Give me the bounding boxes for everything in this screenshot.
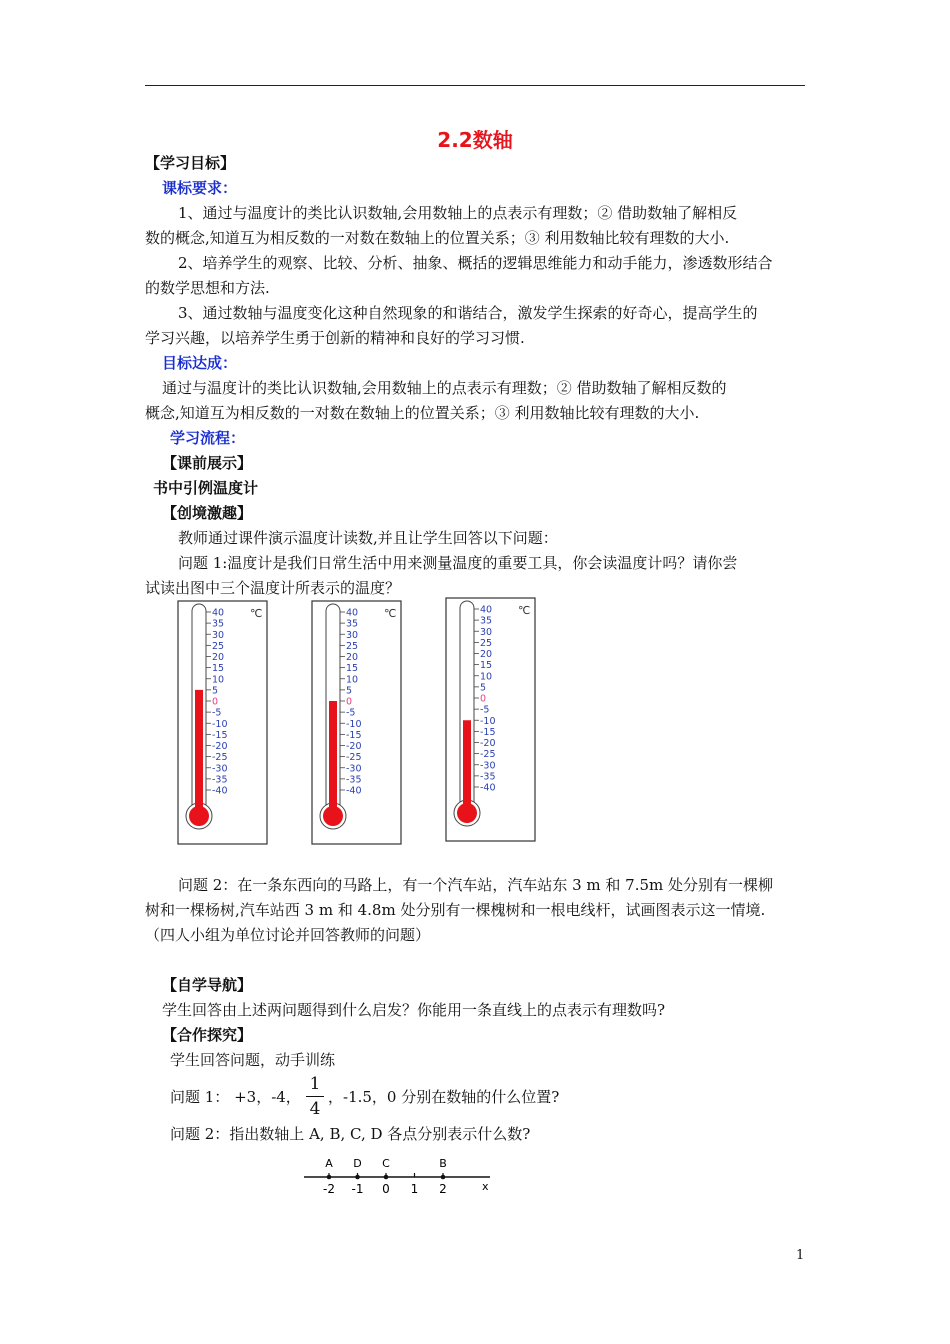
point-dot [355,1175,360,1180]
scene-heading: 【创境激趣】 [162,504,253,522]
tick-label: 25 [212,640,225,652]
tick-label: 10 [212,674,225,686]
tick-label: -25 [346,752,362,764]
fraction-bar [306,1096,324,1097]
fraction-numerator: 1 [309,1074,321,1094]
selfstudy-heading: 【自学导航】 [162,976,253,994]
point-dot [441,1175,446,1180]
tick-label: 10 [480,671,493,683]
tick-label: -5 [480,704,490,716]
tick-label: -30 [480,760,496,772]
tick-label: -20 [212,741,228,752]
fraction-denominator: 4 [309,1099,321,1119]
tick-label: -15 [212,729,228,741]
achieve-label: 目标达成： [162,354,238,372]
page-number: 1 [796,1248,805,1263]
tick-label: 35 [480,615,493,627]
tick-label: 15 [480,660,493,672]
tick-label: 35 [346,618,359,630]
tick-label: 20 [212,652,225,663]
q1-line1: 问题 1:温度计是我们日常生活中用来测量温度的重要工具，你会读温度计吗？请你尝 [178,554,738,572]
preclass-heading: 【课前展示】 [162,454,253,472]
tick-label: -35 [346,774,362,786]
page-title: 2.2数轴 [437,128,513,152]
q1-line2: 试读出图中三个温度计所表示的温度？ [145,579,401,597]
goal1-line2: 数的概念,知道互为相反数的一对数在数轴上的位置关系；③ 利用数轴比较有理数的大小. [145,229,730,247]
point-label: A [325,1157,333,1170]
tick-label: 1 [410,1182,419,1196]
tick-label: -30 [346,763,362,775]
unit-label: ℃ [250,607,263,620]
mercury-column [463,720,471,813]
achieve-line2: 概念,知道互为相反数的一对数在数轴上的位置关系；③ 利用数轴比较有理数的大小. [145,404,700,422]
tick-label: -40 [212,785,228,797]
tick-label: 30 [480,626,493,638]
tick-label: 40 [212,607,225,619]
section-goals: 【学习目标】 [145,154,236,172]
tick-label: 30 [346,629,359,641]
tick-label: -10 [480,715,496,727]
problem1-end: ，-1.5，0 分别在数轴的什么位置? [328,1088,560,1106]
thermometer-1 [177,600,269,846]
tick-label: 40 [480,604,493,616]
q2-line2: 树和一棵杨树,汽车站西 3 m 和 4.8m 处分别有一棵槐树和一根电线杆，试画图表示这一情境. [145,901,766,919]
flow-label: 学习流程： [170,429,246,447]
point-dot [327,1175,332,1180]
tick-label: 5 [346,685,353,697]
tick-label: -30 [212,763,228,775]
tick-label: 25 [346,640,359,652]
goal3-line2: 学习兴趣，以培养学生勇于创新的精神和良好的学习习惯. [145,329,525,347]
tick-label: -40 [480,782,496,794]
tick-label: -5 [346,707,356,719]
point-label: C [382,1157,390,1170]
q2-line1: 问题 2：在一条东西向的马路上，有一个汽车站，汽车站东 3 m 和 7.5m 处分别有一棵柳 [178,876,774,894]
tick-label: -10 [346,718,362,730]
tick-label: 0 [480,693,487,705]
tick-label: 15 [212,663,225,675]
tick-label: 15 [346,663,359,675]
tick-label: 25 [480,637,493,649]
tick-label: -10 [212,718,228,730]
tick-label: 0 [382,1182,390,1196]
tick-label: -25 [480,749,496,761]
tick-label: 5 [212,685,219,697]
tick-label: -35 [212,774,228,786]
unit-label: ℃ [518,604,531,617]
book-example: 书中引例温度计 [153,479,259,497]
tick-label: 40 [346,607,359,619]
tick-label: -15 [480,726,496,738]
axis-label: x [482,1180,489,1193]
coop-heading: 【合作探究】 [162,1026,253,1044]
number-line-figure [300,1152,500,1200]
tick-label: 5 [480,682,487,694]
tick-label: -5 [212,707,222,719]
point-dot [384,1175,389,1180]
unit-label: ℃ [384,607,397,620]
tick-label: -15 [346,729,362,741]
point-label: D [353,1157,362,1170]
tick-label: -40 [346,785,362,797]
tick-label: 2 [439,1182,447,1196]
selfstudy-line1: 学生回答由上述两问题得到什么启发？你能用一条直线上的点表示有理数吗? [162,1001,666,1019]
tick-label: -2 [323,1182,335,1196]
problem1-start: 问题 1： +3，-4， [170,1088,301,1106]
mercury-column [329,701,337,816]
fraction-one-quarter [306,1074,324,1119]
tick-label: -20 [346,741,362,752]
goal2-line2: 的数学思想和方法. [145,279,270,297]
tick-label: -20 [480,738,496,749]
thermometer-3 [445,597,537,843]
tick-label: -1 [351,1182,364,1196]
header-rule [145,85,805,86]
tick-label: 0 [212,696,219,708]
tick-label: 20 [346,652,359,663]
q2-line3: （四人小组为单位讨论并回答教师的问题） [145,926,431,944]
mercury-column [195,690,203,816]
goal1-line1: 1、通过与温度计的类比认识数轴,会用数轴上的点表示有理数；② 借助数轴了解相反 [178,204,738,222]
curriculum-label: 课标要求： [162,179,238,197]
tick-label: -25 [212,752,228,764]
thermometer-2 [311,600,403,846]
scene-line1: 教师通过课件演示温度计读数,并且让学生回答以下问题： [178,529,558,547]
tick-label: 10 [346,674,359,686]
coop-line1: 学生回答问题，动手训练 [170,1051,336,1069]
tick-label: 20 [480,649,493,660]
goal2-line1: 2、培养学生的观察、比较、分析、抽象、概括的逻辑思维能力和动手能力，渗透数形结合 [178,254,773,272]
tick-label: 35 [212,618,225,630]
achieve-line1: 通过与温度计的类比认识数轴,会用数轴上的点表示有理数；② 借助数轴了解相反数的 [162,379,727,397]
goal3-line1: 3、通过数轴与温度变化这种自然现象的和谐结合，激发学生探索的好奇心，提高学生的 [178,304,758,322]
point-label: B [439,1157,447,1170]
tick-label: 30 [212,629,225,641]
tick-label: -35 [480,771,496,783]
tick-label: 0 [346,696,353,708]
problem2: 问题 2：指出数轴上 A, B, C, D 各点分别表示什么数? [170,1125,531,1143]
